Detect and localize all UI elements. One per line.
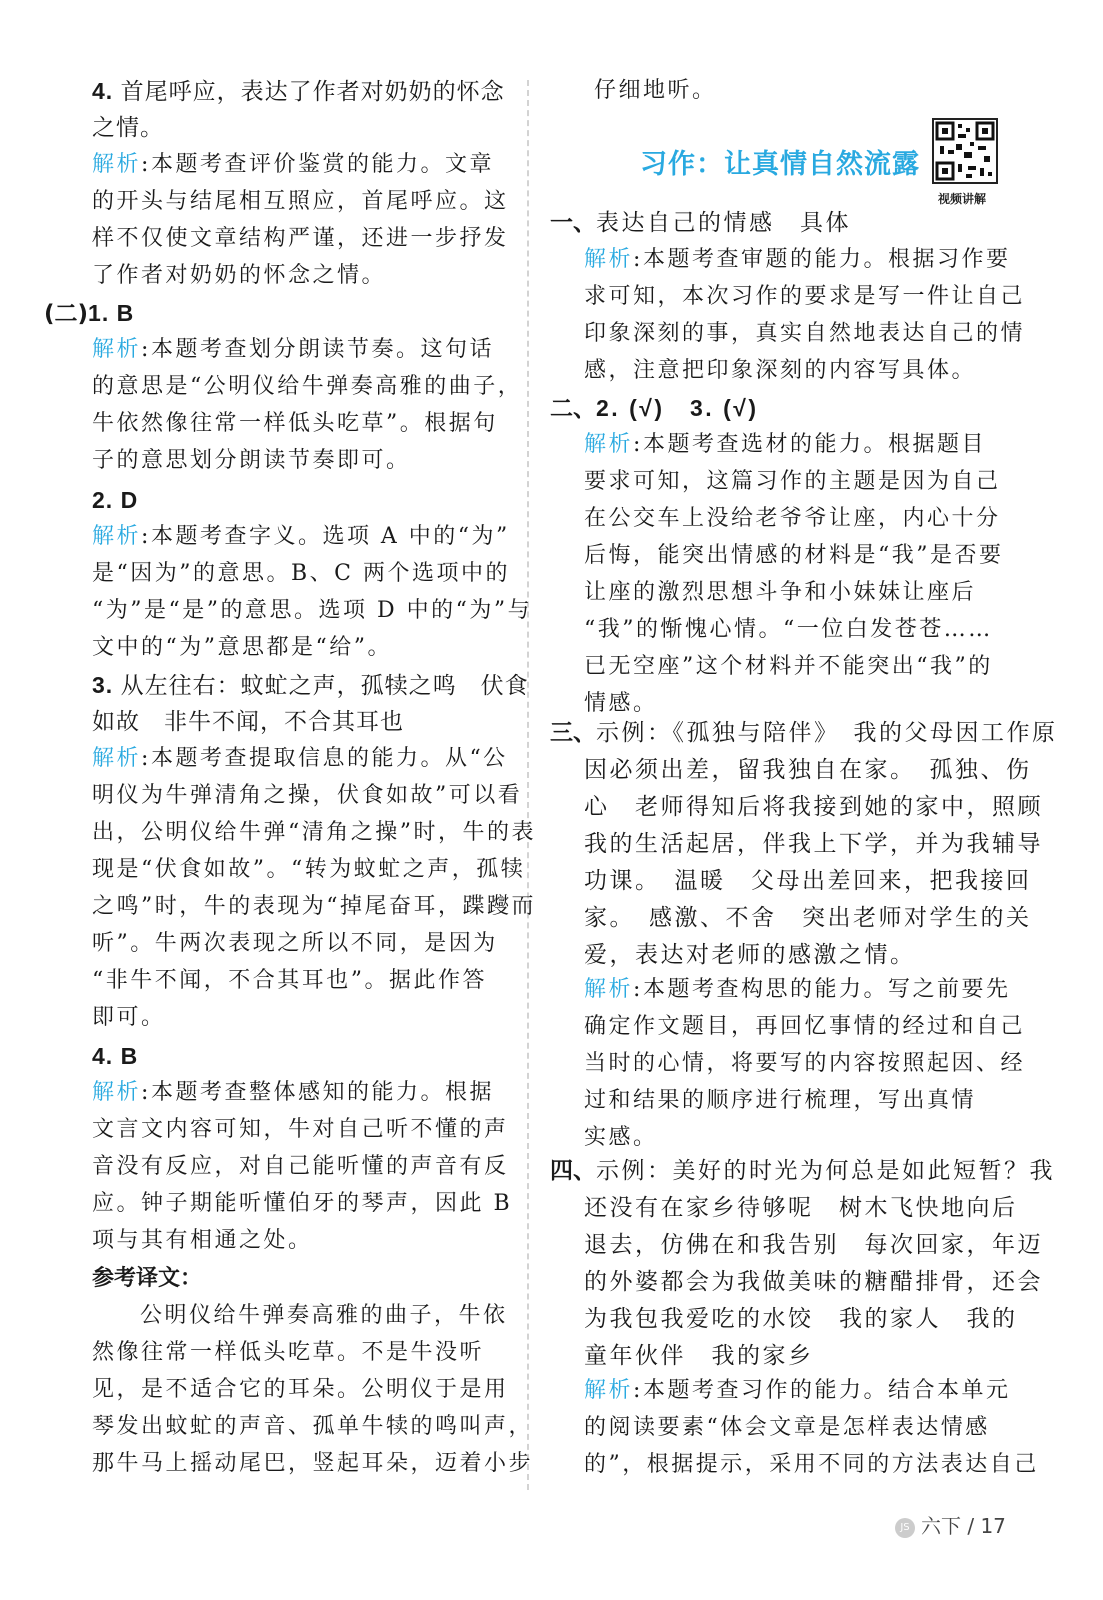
analysis-paragraph: 解析:本题考查习作的能力。结合本单元 — [584, 1378, 1011, 1403]
analysis-line: 的阅读要素“体会文章是怎样表达情感 — [584, 1415, 990, 1440]
analysis-line: 子的意思划分朗读节奏即可。 — [92, 448, 411, 473]
analysis-line: 让座的激烈思想斗争和小妹妹让座后 — [584, 580, 977, 605]
analysis-line: 样不仅使文章结构严谨，还进一步抒发 — [92, 226, 509, 251]
section-title: 习作：让真情自然流露 — [640, 149, 920, 180]
analysis-line: 情感。 — [584, 691, 658, 716]
translation-line: 公明仪给牛弹奏高雅的曲子，牛依 — [140, 1303, 508, 1328]
analysis-line: 要求可知，这篇习作的主题是因为自己 — [584, 469, 1001, 494]
analysis-line: 的”，根据提示，采用不同的方法表达自己 — [584, 1452, 1039, 1477]
section-2-answer: 二、2. (√) 3. (√) — [550, 395, 759, 422]
analysis-line: 了作者对奶奶的怀念之情。 — [92, 263, 387, 288]
answer-4b: 4. B — [92, 1043, 139, 1069]
section-1-answer: 一、表达自己的情感 具体 — [550, 210, 851, 236]
answer-line: 退去，仿佛在和我告别 每次回家，年迈 — [584, 1232, 1043, 1258]
edition-badge: JS — [895, 1518, 915, 1538]
answer-2: 2. D — [92, 487, 139, 513]
analysis-line: 听”。牛两次表现之所以不同，是因为 — [92, 931, 498, 956]
analysis-line: 之鸣”时，牛的表现为“掉尾奋耳，蹀躞而 — [92, 894, 536, 919]
answer-line: 因必须出差，留我独自在家。 孤独、伤 — [584, 757, 1032, 783]
analysis-line: 过和结果的顺序进行梳理，写出真情 — [584, 1088, 977, 1113]
analysis-line: 已无空座”这个材料并不能突出“我”的 — [584, 654, 993, 679]
analysis-line: 现是“伏食如故”。“转为蚊虻之声，孤犊 — [92, 857, 526, 882]
analysis-line: 音没有反应，对自己能听懂的声音有反 — [92, 1154, 509, 1179]
analysis-line: 是“因为”的意思。B、C 两个选项中的 — [92, 561, 510, 586]
analysis-line: 文中的“为”意思都是“给”。 — [92, 635, 392, 660]
translation-heading: 参考译文： — [92, 1266, 203, 1291]
continued-line: 仔细地听。 — [594, 78, 717, 103]
answer-line: 功课。 温暖 父母出差回来，把我接回 — [584, 868, 1032, 894]
section-3-answer: 三、示例：《孤独与陪伴》 我的父母因工作原 — [550, 720, 1058, 746]
analysis-line: 牛依然像往常一样低头吃草”。根据句 — [92, 411, 498, 436]
section-2-header: (二)1. B — [44, 300, 135, 327]
analysis-paragraph: 解析:本题考查评价鉴赏的能力。文章 — [92, 152, 494, 177]
analysis-paragraph: 解析:本题考查字义。选项 A 中的“为” — [92, 524, 510, 549]
analysis-line: “为”是“是”的意思。选项 D 中的“为”与 — [92, 598, 533, 623]
analysis-line: “非牛不闻，不合其耳也”。据此作答 — [92, 968, 487, 993]
answer-line: 童年伙伴 我的家乡 — [584, 1343, 814, 1369]
analysis-paragraph: 解析:本题考查整体感知的能力。根据 — [92, 1080, 494, 1105]
qr-code[interactable] — [932, 118, 998, 184]
analysis-paragraph: 解析:本题考查选材的能力。根据题目 — [584, 432, 986, 457]
answer-line: 爱，表达对老师的感激之情。 — [584, 942, 916, 968]
answer-line: 的外婆都会为我做美味的糖醋排骨，还会 — [584, 1269, 1043, 1295]
analysis-line: 在公交车上没给老爷爷让座，内心十分 — [584, 506, 1001, 531]
analysis-line: 应。钟子期能听懂伯牙的琴声，因此 B — [92, 1191, 513, 1216]
analysis-line: 文言文内容可知，牛对自己听不懂的声 — [92, 1117, 509, 1142]
answer-4: 4. 首尾呼应，表达了作者对奶奶的怀念 — [92, 78, 505, 105]
analysis-line: 后悔，能突出情感的材料是“我”是否要 — [584, 543, 1004, 568]
analysis-line: 确定作文题目，再回忆事情的经过和自己 — [584, 1014, 1026, 1039]
answer-3: 3. 从左往右：蚊虻之声，孤犊之鸣 伏食 — [92, 672, 529, 699]
answer-line: 为我包我爱吃的水饺 我的家人 我的 — [584, 1306, 1018, 1332]
analysis-paragraph: 解析:本题考查构思的能力。写之前要先 — [584, 977, 1011, 1002]
translation-line: 然像往常一样低头吃草。不是牛没听 — [92, 1340, 485, 1365]
answer-line: 家。 感激、不舍 突出老师对学生的关 — [584, 905, 1032, 931]
analysis-paragraph: 解析:本题考查审题的能力。根据习作要 — [584, 247, 1011, 272]
analysis-line: 实感。 — [584, 1125, 658, 1150]
answer-line: 之情。 — [92, 115, 164, 141]
answer-line: 我的生活起居，伴我上下学，并为我辅导 — [584, 831, 1043, 857]
analysis-line: 的意思是“公明仪给牛弹奏高雅的曲子， — [92, 374, 523, 399]
page-number: 六下 / 17 — [921, 1514, 1006, 1538]
analysis-line: 求可知，本次习作的要求是写一件让自己 — [584, 284, 1026, 309]
page-footer — [895, 1510, 1006, 1539]
analysis-line: 感，注意把印象深刻的内容写具体。 — [584, 358, 977, 383]
analysis-line: 出，公明仪给牛弹“清角之操”时，牛的表 — [92, 820, 536, 845]
answer-line: 还没有在家乡待够呢 树木飞快地向后 — [584, 1195, 1018, 1221]
answer-line: 如故 非牛不闻，不合其耳也 — [92, 709, 404, 735]
qr-code-pattern-icon — [934, 120, 996, 182]
analysis-line: “我”的惭愧心情。“一位白发苍苍…… — [584, 617, 993, 642]
section-4-answer: 四、示例：美好的时光为何总是如此短暂？我 — [550, 1158, 1055, 1184]
translation-line: 琴发出蚊虻的声音、孤单牛犊的鸣叫声， — [92, 1414, 534, 1439]
analysis-line: 印象深刻的事，真实自然地表达自己的情 — [584, 321, 1026, 346]
analysis-line: 即可。 — [92, 1005, 166, 1030]
translation-line: 那牛马上摇动尾巴，竖起耳朵，迈着小步 — [92, 1451, 534, 1476]
analysis-paragraph: 解析:本题考查提取信息的能力。从“公 — [92, 746, 508, 771]
column-divider — [527, 80, 529, 1490]
answer-line: 心 老师得知后将我接到她的家中，照顾 — [584, 794, 1043, 820]
qr-label: 视频讲解 — [938, 192, 987, 206]
analysis-line: 明仪为牛弹清角之操，伏食如故”可以看 — [92, 783, 523, 808]
analysis-line: 项与其有相通之处。 — [92, 1228, 313, 1253]
analysis-line: 当时的心情，将要写的内容按照起因、经 — [584, 1051, 1026, 1076]
analysis-line: 的开头与结尾相互照应，首尾呼应。这 — [92, 189, 509, 214]
translation-line: 见，是不适合它的耳朵。公明仪于是用 — [92, 1377, 509, 1402]
analysis-paragraph: 解析:本题考查划分朗读节奏。这句话 — [92, 337, 494, 362]
